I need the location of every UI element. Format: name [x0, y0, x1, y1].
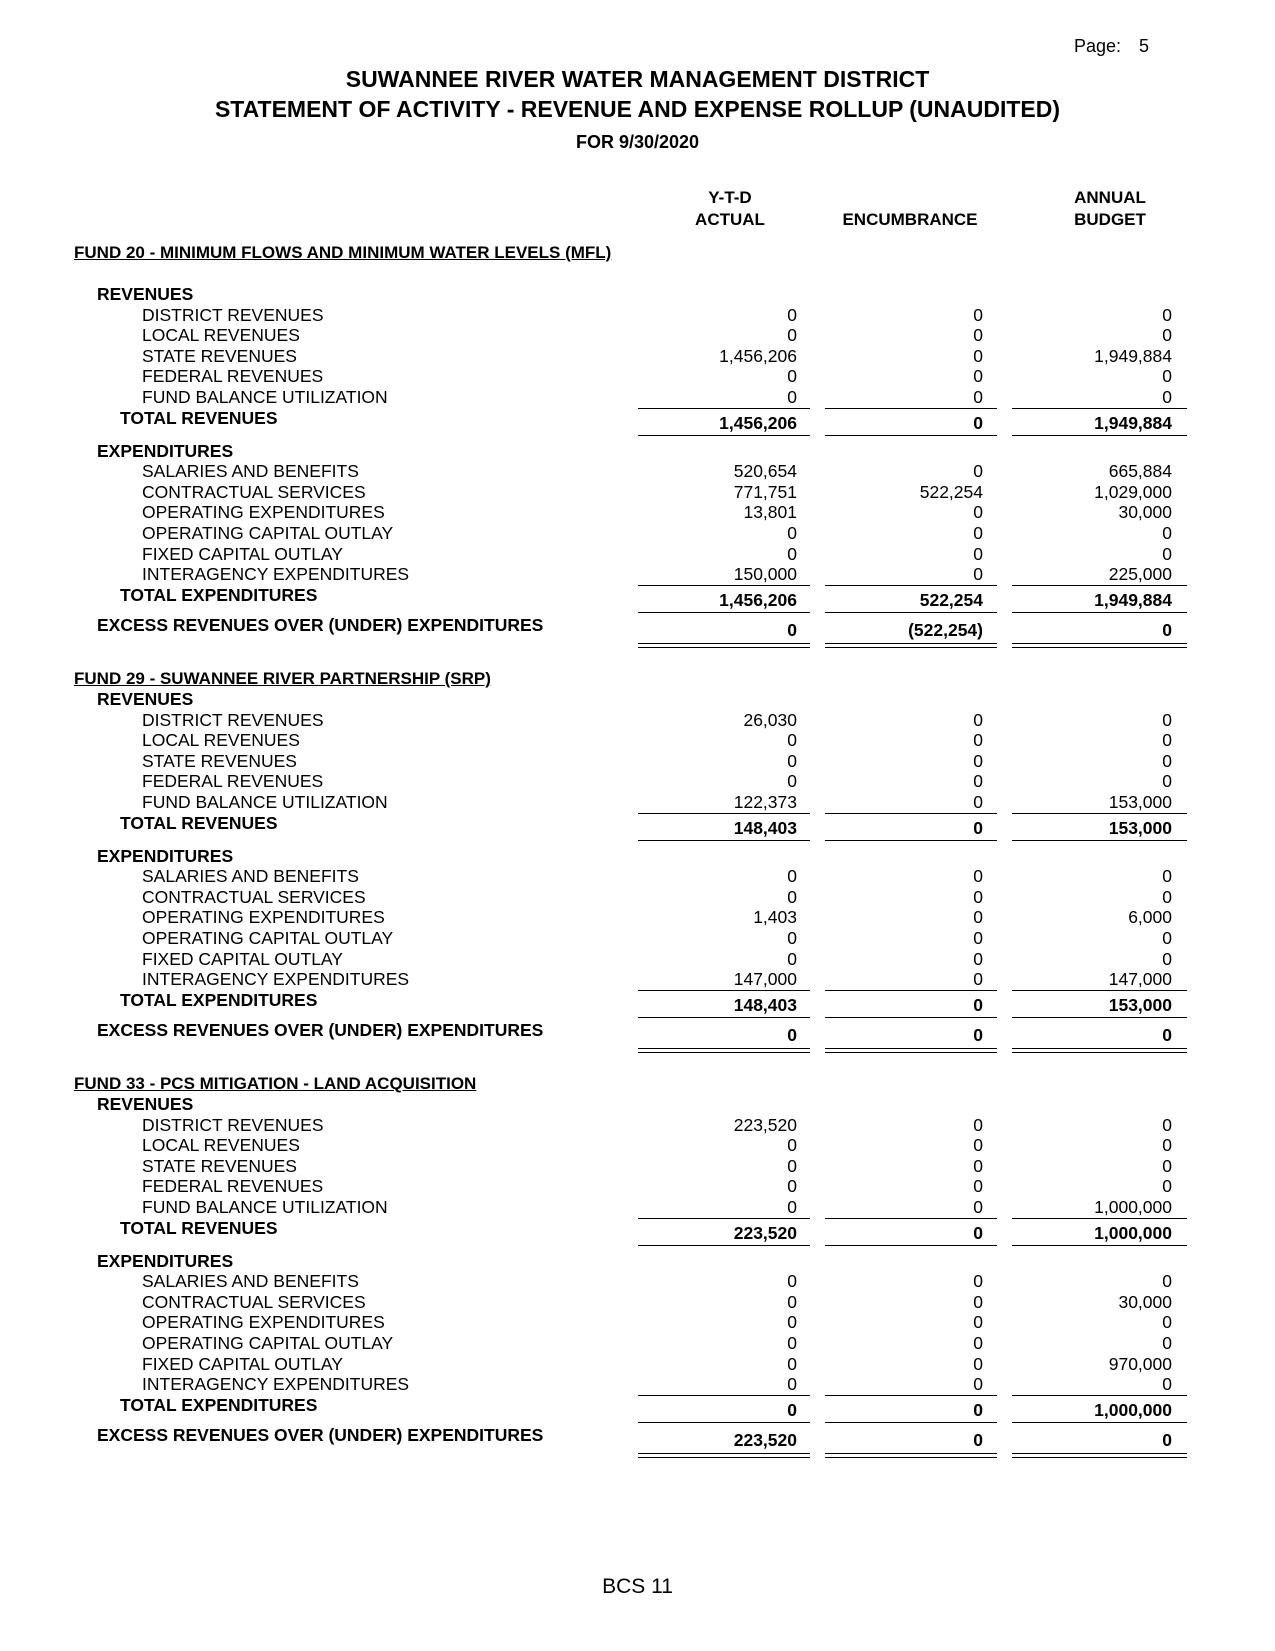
total-underline-3: [1012, 840, 1187, 841]
double-underline-3: [1012, 1048, 1187, 1053]
row-label: CONTRACTUAL SERVICES: [142, 886, 366, 907]
budget-value: 0: [1162, 886, 1172, 907]
excess-row: [0, 1019, 1275, 1045]
budget-value: 0: [1162, 1176, 1172, 1197]
revenue-row: [0, 346, 1275, 367]
row-label: OPERATING CAPITAL OUTLAY: [142, 523, 394, 543]
total-expenditures-row: [0, 1394, 1275, 1420]
total-underline-2: [825, 840, 997, 841]
budget-value: 1,000,000: [1094, 1399, 1172, 1420]
budget-value: 665,884: [1108, 461, 1172, 482]
expenditure-row: [0, 1292, 1275, 1313]
budget-value: 0: [1162, 1135, 1172, 1156]
row-label: OPERATING EXPENDITURES: [142, 502, 385, 523]
org-title: SUWANNEE RIVER WATER MANAGEMENT DISTRICT: [345, 66, 930, 92]
budget-value: 970,000: [1108, 1353, 1172, 1374]
fund-title: FUND 20 - MINIMUM FLOWS AND MINIMUM WATER LEVELS (MFL): [74, 243, 612, 262]
double-underline-2: [825, 643, 997, 648]
encumbrance-value: 0: [973, 1197, 983, 1217]
row-label: TOTAL REVENUES: [120, 407, 278, 428]
ytd-value: 0: [787, 1135, 797, 1156]
expenditure-row: [0, 949, 1275, 970]
row-label: INTERAGENCY EXPENDITURES: [142, 1374, 410, 1395]
budget-value: 0: [1162, 928, 1172, 948]
encumbrance-value: 0: [973, 1155, 983, 1176]
encumbrance-value: 0: [973, 1114, 983, 1135]
budget-value: 0: [1162, 619, 1172, 640]
ytd-value: 0: [787, 387, 797, 407]
encumbrance-value: 522,254: [919, 481, 983, 502]
row-label: TOTAL EXPENDITURES: [120, 989, 318, 1010]
row-label: SALARIES AND BENEFITS: [142, 1271, 359, 1292]
budget-value: 0: [1162, 750, 1172, 771]
page-value: 5: [1138, 36, 1149, 56]
encumbrance-value: 0: [973, 792, 983, 812]
total-underline-2: [825, 1245, 997, 1246]
budget-value: 0: [1162, 304, 1172, 325]
ytd-value: 0: [787, 948, 797, 969]
encumbrance-value: 0: [973, 1222, 983, 1243]
row-label: SALARIES AND BENEFITS: [142, 461, 359, 482]
row-label: FUND BALANCE UTILIZATION: [142, 1197, 388, 1217]
budget-value: 1,949,884: [1094, 412, 1172, 433]
encumbrance-value: 0: [973, 325, 983, 346]
row-label: STATE REVENUES: [142, 1155, 297, 1176]
row-label: FUND BALANCE UTILIZATION: [142, 792, 388, 812]
encumbrance-value: 0: [973, 1429, 983, 1450]
budget-value: 0: [1162, 1155, 1172, 1176]
expenditure-row: [0, 1374, 1275, 1395]
row-label: TOTAL EXPENDITURES: [120, 1394, 318, 1415]
encumbrance-value: (522,254): [908, 619, 983, 640]
excess-row: [0, 1424, 1275, 1450]
ytd-value: 1,403: [753, 907, 797, 928]
revenue-row: [0, 710, 1275, 731]
ytd-value: 0: [787, 1271, 797, 1292]
page-label: Page:: [1073, 36, 1121, 56]
revenue-row: [0, 730, 1275, 751]
row-label: EXPENDITURES: [97, 1250, 234, 1271]
revenue-row: [0, 1176, 1275, 1197]
double-underline-1: [638, 1453, 810, 1458]
encumbrance-value: 0: [973, 750, 983, 771]
encumbrance-value: 0: [973, 366, 983, 387]
budget-value: 6,000: [1128, 907, 1172, 928]
row-label: TOTAL REVENUES: [120, 1217, 278, 1238]
budget-value: 0: [1162, 325, 1172, 346]
encumbrance-value: 0: [973, 969, 983, 990]
budget-value: 1,949,884: [1094, 345, 1172, 366]
encumbrance-value: 522,254: [919, 589, 983, 610]
ytd-value: 148,403: [733, 817, 797, 838]
row-label: DISTRICT REVENUES: [142, 1114, 324, 1135]
expenditure-row: [0, 1333, 1275, 1354]
total-underline-3: [1012, 1422, 1187, 1423]
row-label: LOCAL REVENUES: [142, 730, 300, 751]
revenue-row: [0, 325, 1275, 346]
ytd-value: 13,801: [743, 502, 797, 523]
expenditure-row: [0, 866, 1275, 887]
ytd-value: 0: [787, 1312, 797, 1333]
revenue-row: [0, 305, 1275, 326]
expenditure-row: [0, 887, 1275, 908]
total-underline-1: [638, 435, 810, 436]
revenue-row: [0, 366, 1275, 387]
budget-value: 0: [1162, 1271, 1172, 1292]
ytd-value: 122,373: [733, 792, 797, 812]
revenues-heading: [0, 689, 1275, 710]
footer-code: BCS 11: [602, 1575, 673, 1598]
row-label: EXCESS REVENUES OVER (UNDER) EXPENDITURES: [97, 1019, 544, 1040]
encumbrance-value: 0: [973, 709, 983, 730]
total-underline-3: [1012, 1017, 1187, 1018]
double-underline-2: [825, 1048, 997, 1053]
row-label: REVENUES: [97, 284, 194, 304]
expenditures-heading: [0, 441, 1275, 462]
row-label: OPERATING EXPENDITURES: [142, 1312, 385, 1333]
expenditure-row: [0, 1312, 1275, 1333]
revenue-row: [0, 387, 1275, 408]
ytd-value: 223,520: [733, 1429, 797, 1450]
encumbrance-value: 0: [973, 1353, 983, 1374]
budget-value: 225,000: [1108, 564, 1172, 585]
encumbrance-value: 0: [973, 461, 983, 482]
encumbrance-value: 0: [973, 1291, 983, 1312]
total-underline-1: [638, 612, 810, 613]
total-underline-3: [1012, 1245, 1187, 1246]
row-label: EXCESS REVENUES OVER (UNDER) EXPENDITURES: [97, 614, 544, 635]
row-label: DISTRICT REVENUES: [142, 709, 324, 730]
total-revenues-row: [0, 407, 1275, 433]
ytd-value: 0: [787, 1176, 797, 1197]
row-label: SALARIES AND BENEFITS: [142, 866, 359, 887]
encumbrance-value: 0: [973, 866, 983, 887]
budget-value: 0: [1162, 523, 1172, 543]
budget-value: 0: [1162, 1429, 1172, 1450]
col-header-budget-line1: ANNUAL: [1074, 188, 1146, 207]
revenue-row: [0, 771, 1275, 792]
revenues-heading: [0, 284, 1275, 305]
double-underline-3: [1012, 1453, 1187, 1458]
encumbrance-value: 0: [973, 304, 983, 325]
total-revenues-row: [0, 812, 1275, 838]
row-label: LOCAL REVENUES: [142, 325, 300, 346]
expenditure-row: [0, 482, 1275, 503]
total-underline-1: [638, 840, 810, 841]
ytd-value: 150,000: [733, 564, 797, 585]
expenditure-row: [0, 502, 1275, 523]
total-underline-1: [638, 1245, 810, 1246]
row-label: TOTAL EXPENDITURES: [120, 584, 318, 605]
ytd-value: 147,000: [733, 969, 797, 990]
budget-value: 1,000,000: [1094, 1222, 1172, 1243]
total-underline-3: [1012, 435, 1187, 436]
total-expenditures-row: [0, 989, 1275, 1015]
budget-value: 0: [1162, 366, 1172, 387]
budget-value: 153,000: [1108, 994, 1172, 1015]
ytd-value: 0: [787, 750, 797, 771]
row-label: LOCAL REVENUES: [142, 1135, 300, 1156]
row-label: STATE REVENUES: [142, 345, 297, 366]
revenue-row: [0, 792, 1275, 813]
ytd-value: 0: [787, 1291, 797, 1312]
encumbrance-value: 0: [973, 543, 983, 564]
encumbrance-value: 0: [973, 387, 983, 407]
ytd-value: 0: [787, 771, 797, 792]
expenditure-row: [0, 544, 1275, 565]
ytd-value: 0: [787, 523, 797, 543]
expenditure-row: [0, 907, 1275, 928]
col-header-budget-line2: BUDGET: [1074, 210, 1146, 229]
ytd-value: 223,520: [733, 1114, 797, 1135]
budget-value: 1,949,884: [1094, 589, 1172, 610]
row-label: FIXED CAPITAL OUTLAY: [142, 543, 343, 564]
revenue-row: [0, 1135, 1275, 1156]
row-label: INTERAGENCY EXPENDITURES: [142, 969, 410, 990]
budget-value: 0: [1162, 1312, 1172, 1333]
total-underline-2: [825, 1422, 997, 1423]
row-label: FEDERAL REVENUES: [142, 771, 324, 792]
revenue-row: [0, 1115, 1275, 1136]
encumbrance-value: 0: [973, 502, 983, 523]
double-underline-1: [638, 643, 810, 648]
total-underline-2: [825, 1017, 997, 1018]
row-label: CONTRACTUAL SERVICES: [142, 481, 366, 502]
expenditures-heading: [0, 846, 1275, 867]
ytd-value: 0: [787, 886, 797, 907]
revenue-row: [0, 1197, 1275, 1218]
budget-value: 0: [1162, 730, 1172, 751]
row-label: DISTRICT REVENUES: [142, 304, 324, 325]
budget-value: 0: [1162, 771, 1172, 792]
col-header-ytd-line2: ACTUAL: [695, 210, 765, 229]
double-underline-3: [1012, 643, 1187, 648]
budget-value: 0: [1162, 948, 1172, 969]
excess-row: [0, 614, 1275, 640]
encumbrance-value: 0: [973, 1271, 983, 1292]
revenue-row: [0, 1156, 1275, 1177]
encumbrance-value: 0: [973, 1024, 983, 1045]
budget-value: 0: [1162, 1333, 1172, 1353]
total-expenditures-row: [0, 584, 1275, 610]
expenditures-heading: [0, 1251, 1275, 1272]
total-underline-2: [825, 612, 997, 613]
row-label: FEDERAL REVENUES: [142, 366, 324, 387]
ytd-value: 1,456,206: [719, 345, 797, 366]
ytd-value: 1,456,206: [719, 412, 797, 433]
ytd-value: 0: [787, 304, 797, 325]
encumbrance-value: 0: [973, 730, 983, 751]
ytd-value: 0: [787, 543, 797, 564]
row-label: EXPENDITURES: [97, 845, 234, 866]
ytd-value: 520,654: [733, 461, 797, 482]
fund-title: FUND 29 - SUWANNEE RIVER PARTNERSHIP (SRP): [74, 669, 491, 688]
encumbrance-value: 0: [973, 817, 983, 838]
encumbrance-value: 0: [973, 994, 983, 1015]
row-label: OPERATING CAPITAL OUTLAY: [142, 1333, 394, 1353]
ytd-value: 0: [787, 1197, 797, 1217]
row-label: REVENUES: [97, 1094, 194, 1114]
row-label: FUND BALANCE UTILIZATION: [142, 387, 388, 407]
ytd-value: 0: [787, 1024, 797, 1045]
ytd-value: 0: [787, 366, 797, 387]
encumbrance-value: 0: [973, 564, 983, 585]
ytd-value: 0: [787, 325, 797, 346]
expenditure-row: [0, 928, 1275, 949]
budget-value: 0: [1162, 1114, 1172, 1135]
total-underline-1: [638, 1017, 810, 1018]
ytd-value: 1,456,206: [719, 589, 797, 610]
encumbrance-value: 0: [973, 1135, 983, 1156]
encumbrance-value: 0: [973, 1312, 983, 1333]
budget-value: 1,029,000: [1094, 481, 1172, 502]
encumbrance-value: 0: [973, 412, 983, 433]
ytd-value: 0: [787, 1155, 797, 1176]
row-label: OPERATING EXPENDITURES: [142, 907, 385, 928]
revenue-row: [0, 751, 1275, 772]
budget-value: 153,000: [1108, 817, 1172, 838]
expenditure-row: [0, 1271, 1275, 1292]
total-underline-3: [1012, 612, 1187, 613]
row-label: STATE REVENUES: [142, 750, 297, 771]
row-label: TOTAL REVENUES: [120, 812, 278, 833]
ytd-value: 0: [787, 619, 797, 640]
ytd-value: 26,030: [743, 709, 797, 730]
budget-value: 0: [1162, 866, 1172, 887]
encumbrance-value: 0: [973, 928, 983, 948]
row-label: CONTRACTUAL SERVICES: [142, 1291, 366, 1312]
budget-value: 0: [1162, 1374, 1172, 1395]
ytd-value: 0: [787, 1374, 797, 1395]
budget-value: 1,000,000: [1094, 1197, 1172, 1217]
ytd-value: 148,403: [733, 994, 797, 1015]
expenditure-row: [0, 969, 1275, 990]
revenues-heading: [0, 1094, 1275, 1115]
budget-value: 153,000: [1108, 792, 1172, 812]
encumbrance-value: 0: [973, 886, 983, 907]
encumbrance-value: 0: [973, 1374, 983, 1395]
double-underline-1: [638, 1048, 810, 1053]
ytd-value: 0: [787, 1353, 797, 1374]
encumbrance-value: 0: [973, 1333, 983, 1353]
encumbrance-value: 0: [973, 1176, 983, 1197]
row-label: OPERATING CAPITAL OUTLAY: [142, 928, 394, 948]
row-label: EXCESS REVENUES OVER (UNDER) EXPENDITURES: [97, 1424, 544, 1445]
budget-value: 0: [1162, 1024, 1172, 1045]
ytd-value: 0: [787, 1399, 797, 1420]
row-label: INTERAGENCY EXPENDITURES: [142, 564, 410, 585]
ytd-value: 771,751: [733, 481, 797, 502]
double-underline-2: [825, 1453, 997, 1458]
total-revenues-row: [0, 1217, 1275, 1243]
ytd-value: 0: [787, 730, 797, 751]
budget-value: 30,000: [1118, 502, 1172, 523]
row-label: FEDERAL REVENUES: [142, 1176, 324, 1197]
period-label: FOR 9/30/2020: [575, 132, 700, 152]
statement-title: STATEMENT OF ACTIVITY - REVENUE AND EXPENSE ROLLUP (UNAUDITED): [214, 96, 1061, 122]
expenditure-row: [0, 523, 1275, 544]
encumbrance-value: 0: [973, 771, 983, 792]
ytd-value: 223,520: [733, 1222, 797, 1243]
ytd-value: 0: [787, 928, 797, 948]
row-label: FIXED CAPITAL OUTLAY: [142, 948, 343, 969]
expenditure-row: [0, 564, 1275, 585]
ytd-value: 0: [787, 866, 797, 887]
col-header-ytd-line1: Y-T-D: [708, 188, 752, 207]
budget-value: 0: [1162, 387, 1172, 407]
budget-value: 0: [1162, 709, 1172, 730]
budget-value: 147,000: [1108, 969, 1172, 990]
encumbrance-value: 0: [973, 1399, 983, 1420]
row-label: EXPENDITURES: [97, 440, 234, 461]
row-label: REVENUES: [97, 689, 194, 709]
budget-value: 30,000: [1118, 1291, 1172, 1312]
total-underline-2: [825, 435, 997, 436]
ytd-value: 0: [787, 1333, 797, 1353]
encumbrance-value: 0: [973, 907, 983, 928]
encumbrance-value: 0: [973, 523, 983, 543]
total-underline-1: [638, 1422, 810, 1423]
budget-value: 0: [1162, 543, 1172, 564]
fund-title: FUND 33 - PCS MITIGATION - LAND ACQUISITION: [74, 1074, 477, 1093]
expenditure-row: [0, 1354, 1275, 1375]
row-label: FIXED CAPITAL OUTLAY: [142, 1353, 343, 1374]
encumbrance-value: 0: [973, 948, 983, 969]
encumbrance-value: 0: [973, 345, 983, 366]
expenditure-row: [0, 461, 1275, 482]
col-header-encumbrance: ENCUMBRANCE: [842, 210, 978, 229]
